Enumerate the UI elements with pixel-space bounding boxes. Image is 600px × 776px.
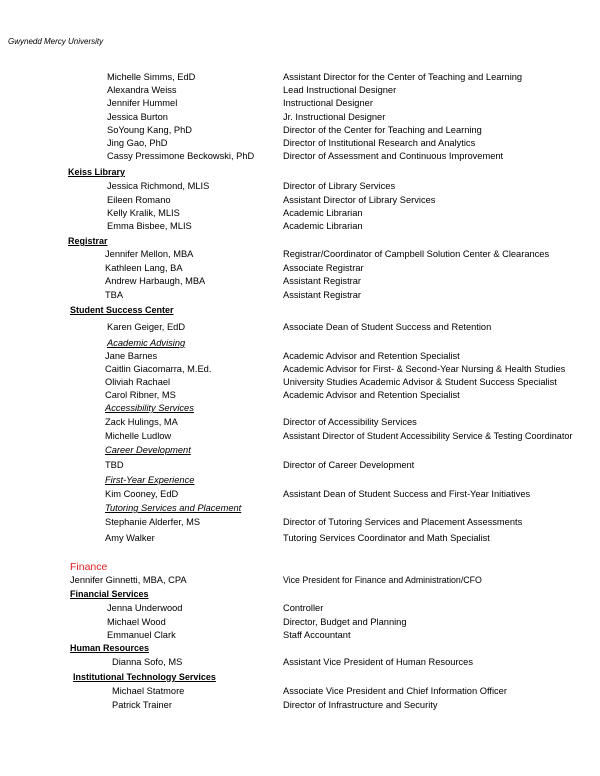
person-title: Assistant Director of Library Services <box>283 195 436 205</box>
section-heading-registrar: Registrar <box>68 236 108 246</box>
person-title: Registrar/Coordinator of Campbell Solution Center & Clearances <box>283 249 550 259</box>
person-name: Oliviah Rachael <box>105 377 171 387</box>
person-name: Michelle Simms, EdD <box>107 72 196 82</box>
person-title: Assistant Registrar <box>283 290 362 300</box>
division-heading-finance: Finance <box>70 561 108 573</box>
section-heading-financial-services: Financial Services <box>70 589 149 599</box>
person-name: TBA <box>105 290 124 300</box>
person-title: Academic Advisor and Retention Specialist <box>283 390 460 400</box>
subsection-heading-fye: First-Year Experience <box>105 475 195 485</box>
person-name: Michael Wood <box>107 617 166 627</box>
person-name: Amy Walker <box>105 533 155 543</box>
person-title: Associate Dean of Student Success and Retention <box>283 322 492 332</box>
person-title: Associate Vice President and Chief Information Officer <box>283 686 507 696</box>
person-name: Kim Cooney, EdD <box>105 489 179 499</box>
person-name: Michelle Ludlow <box>105 431 172 441</box>
person-name: Caitlin Giacomarra, M.Ed. <box>105 364 212 374</box>
section-heading-library: Keiss Library <box>68 167 126 177</box>
person-title: Assistant Registrar <box>283 276 362 286</box>
person-title: Assistant Vice President of Human Resources <box>283 657 473 667</box>
person-title: Staff Accountant <box>283 630 351 640</box>
person-name: Kelly Kralik, MLIS <box>107 208 180 218</box>
person-title: Director of Assessment and Continuous Improvement <box>283 151 504 161</box>
person-title: Director of Library Services <box>283 181 396 191</box>
subsection-heading-career: Career Development <box>105 445 191 455</box>
subsection-heading-tutoring: Tutoring Services and Placement <box>105 503 242 513</box>
person-title: Lead Instructional Designer <box>283 85 397 95</box>
university-header: Gwynedd Mercy University <box>8 37 104 46</box>
section-heading-hr: Human Resources <box>70 643 150 653</box>
person-name: SoYoung Kang, PhD <box>107 125 192 135</box>
person-name: Karen Geiger, EdD <box>107 322 186 332</box>
person-name: Jenna Underwood <box>107 603 183 613</box>
section-heading-ssc: Student Success Center <box>70 305 174 315</box>
person-title: Academic Librarian <box>283 208 363 218</box>
person-title: Tutoring Services Coordinator and Math Specialist <box>283 533 490 543</box>
person-name: Jennifer Ginnetti, MBA, CPA <box>70 575 187 585</box>
person-name: Patrick Trainer <box>112 700 172 710</box>
person-title: Academic Advisor for First- & Second-Year Nursing & Health Studies <box>283 364 566 374</box>
person-name: Stephanie Alderfer, MS <box>105 517 201 527</box>
person-name: Jing Gao, PhD <box>107 138 168 148</box>
person-title: Director of Tutoring Services and Placement Assessments <box>283 517 523 527</box>
person-title: Director of the Center for Teaching and Learning <box>283 125 482 135</box>
subsection-heading-accessibility: Accessibility Services <box>105 403 194 413</box>
person-name: Jennifer Mellon, MBA <box>105 249 194 259</box>
person-name: Jennifer Hummel <box>107 98 178 108</box>
person-title: Associate Registrar <box>283 263 364 273</box>
person-title: Controller <box>283 603 324 613</box>
person-name: Andrew Harbaugh, MBA <box>105 276 206 286</box>
person-title: Director of Career Development <box>283 460 415 470</box>
person-name: Michael Statmore <box>112 686 185 696</box>
person-name: Jane Barnes <box>105 351 158 361</box>
person-name: Alexandra Weiss <box>107 85 177 95</box>
person-name: Zack Hulings, MA <box>105 417 178 427</box>
person-name: Emmanuel Clark <box>107 630 176 640</box>
person-title: Director of Accessibility Services <box>283 417 417 427</box>
person-name: Eileen Romano <box>107 195 171 205</box>
person-title: Assistant Director for the Center of Teaching and Learning <box>283 72 523 82</box>
person-title: Assistant Dean of Student Success and First-Year Initiatives <box>283 489 531 499</box>
person-title: Jr. Instructional Designer <box>283 112 386 122</box>
person-name: Dianna Sofo, MS <box>112 657 183 667</box>
person-name: Carol Ribner, MS <box>105 390 176 400</box>
subsection-heading-advising: Academic Advising <box>107 338 186 348</box>
person-title: Director, Budget and Planning <box>283 617 407 627</box>
person-name: Kathleen Lang, BA <box>105 263 183 273</box>
person-title: Assistant Director of Student Accessibility Service & Testing Coordinator <box>283 431 573 441</box>
section-heading-its: Institutional Technology Services <box>73 672 216 682</box>
person-name: Jessica Burton <box>107 112 168 122</box>
person-title: University Studies Academic Advisor & Student Success Specialist <box>283 377 557 387</box>
person-title: Vice President for Finance and Administration/CFO <box>283 575 482 585</box>
person-title: Director of Institutional Research and Analytics <box>283 138 476 148</box>
person-title: Instructional Designer <box>283 98 373 108</box>
person-name: TBD <box>105 460 124 470</box>
person-title: Academic Advisor and Retention Specialist <box>283 351 460 361</box>
person-title: Academic Librarian <box>283 221 363 231</box>
person-name: Jessica Richmond, MLIS <box>107 181 210 191</box>
person-title: Director of Infrastructure and Security <box>283 700 438 710</box>
person-name: Cassy Pressimone Beckowski, PhD <box>107 151 255 161</box>
person-name: Emma Bisbee, MLIS <box>107 221 192 231</box>
